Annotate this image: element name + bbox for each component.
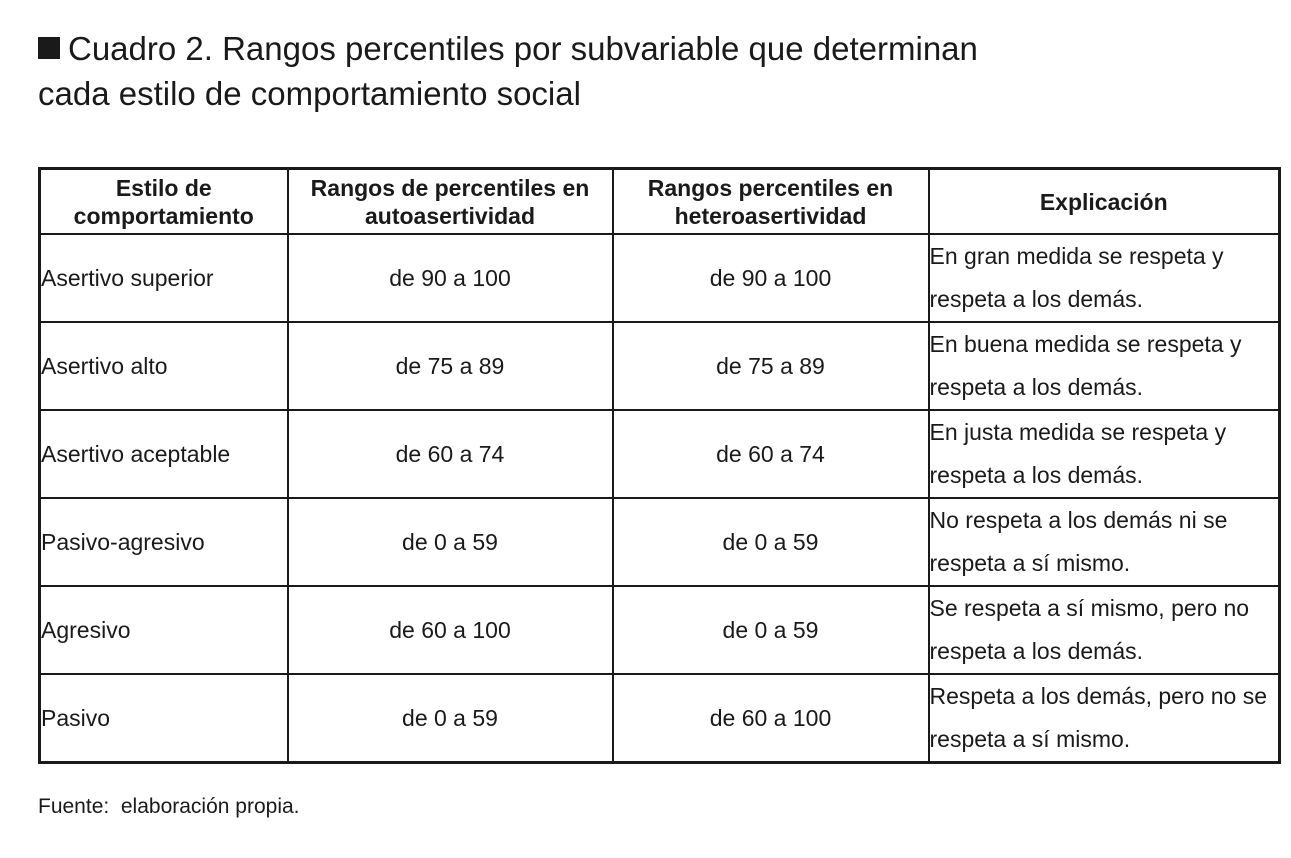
percentile-table	[38, 167, 1281, 764]
hetero-range-cell: de 60 a 100	[613, 674, 929, 763]
style-cell: Asertivo superior	[40, 234, 288, 322]
style-cell: Agresivo	[40, 586, 288, 674]
source-note: Fuente: elaboración propia.	[38, 795, 300, 818]
square-bullet-icon	[38, 37, 60, 59]
hetero-range-cell: de 75 a 89	[613, 322, 929, 410]
style-cell: Pasivo	[40, 674, 288, 763]
header-style: Estilo de comportamiento	[40, 169, 288, 235]
table-row	[40, 586, 1280, 674]
explanation-cell: Respeta a los demás, pero no se respeta a sí mismo.	[929, 674, 1280, 763]
auto-range-cell: de 60 a 74	[288, 410, 613, 498]
header-explanation: Explicación	[929, 169, 1280, 235]
explanation-cell: En justa medida se respeta y respeta a los demás.	[929, 410, 1280, 498]
hetero-range-cell: de 60 a 74	[613, 410, 929, 498]
table-row	[40, 498, 1280, 586]
caption-line-1	[38, 26, 1238, 71]
table-row	[40, 410, 1280, 498]
explanation-cell: En gran medida se respeta y respeta a los demás.	[929, 234, 1280, 322]
hetero-range-cell: de 0 a 59	[613, 498, 929, 586]
auto-range-cell: de 60 a 100	[288, 586, 613, 674]
style-cell: Asertivo alto	[40, 322, 288, 410]
table-row	[40, 674, 1280, 763]
table-row	[40, 322, 1280, 410]
header-row	[40, 169, 1280, 235]
hetero-range-cell: de 90 a 100	[613, 234, 929, 322]
style-cell: Pasivo-agresivo	[40, 498, 288, 586]
table-row	[40, 234, 1280, 322]
hetero-range-cell: de 0 a 59	[613, 586, 929, 674]
caption-text-1: Cuadro 2. Rangos percentiles por subvariable que determinan	[68, 30, 978, 67]
auto-range-cell: de 90 a 100	[288, 234, 613, 322]
auto-range-cell: de 75 a 89	[288, 322, 613, 410]
table-caption	[38, 26, 1238, 116]
header-heteroassertiveness: Rangos percentiles en heteroasertividad	[613, 169, 929, 235]
header-autoassertiveness: Rangos de percentiles en autoasertividad	[288, 169, 613, 235]
style-cell: Asertivo aceptable	[40, 410, 288, 498]
explanation-cell: Se respeta a sí mismo, pero no respeta a los demás.	[929, 586, 1280, 674]
auto-range-cell: de 0 a 59	[288, 498, 613, 586]
caption-line-2: cada estilo de comportamiento social	[38, 75, 581, 112]
explanation-cell: No respeta a los demás ni se respeta a sí mismo.	[929, 498, 1280, 586]
explanation-cell: En buena medida se respeta y respeta a los demás.	[929, 322, 1280, 410]
auto-range-cell: de 0 a 59	[288, 674, 613, 763]
